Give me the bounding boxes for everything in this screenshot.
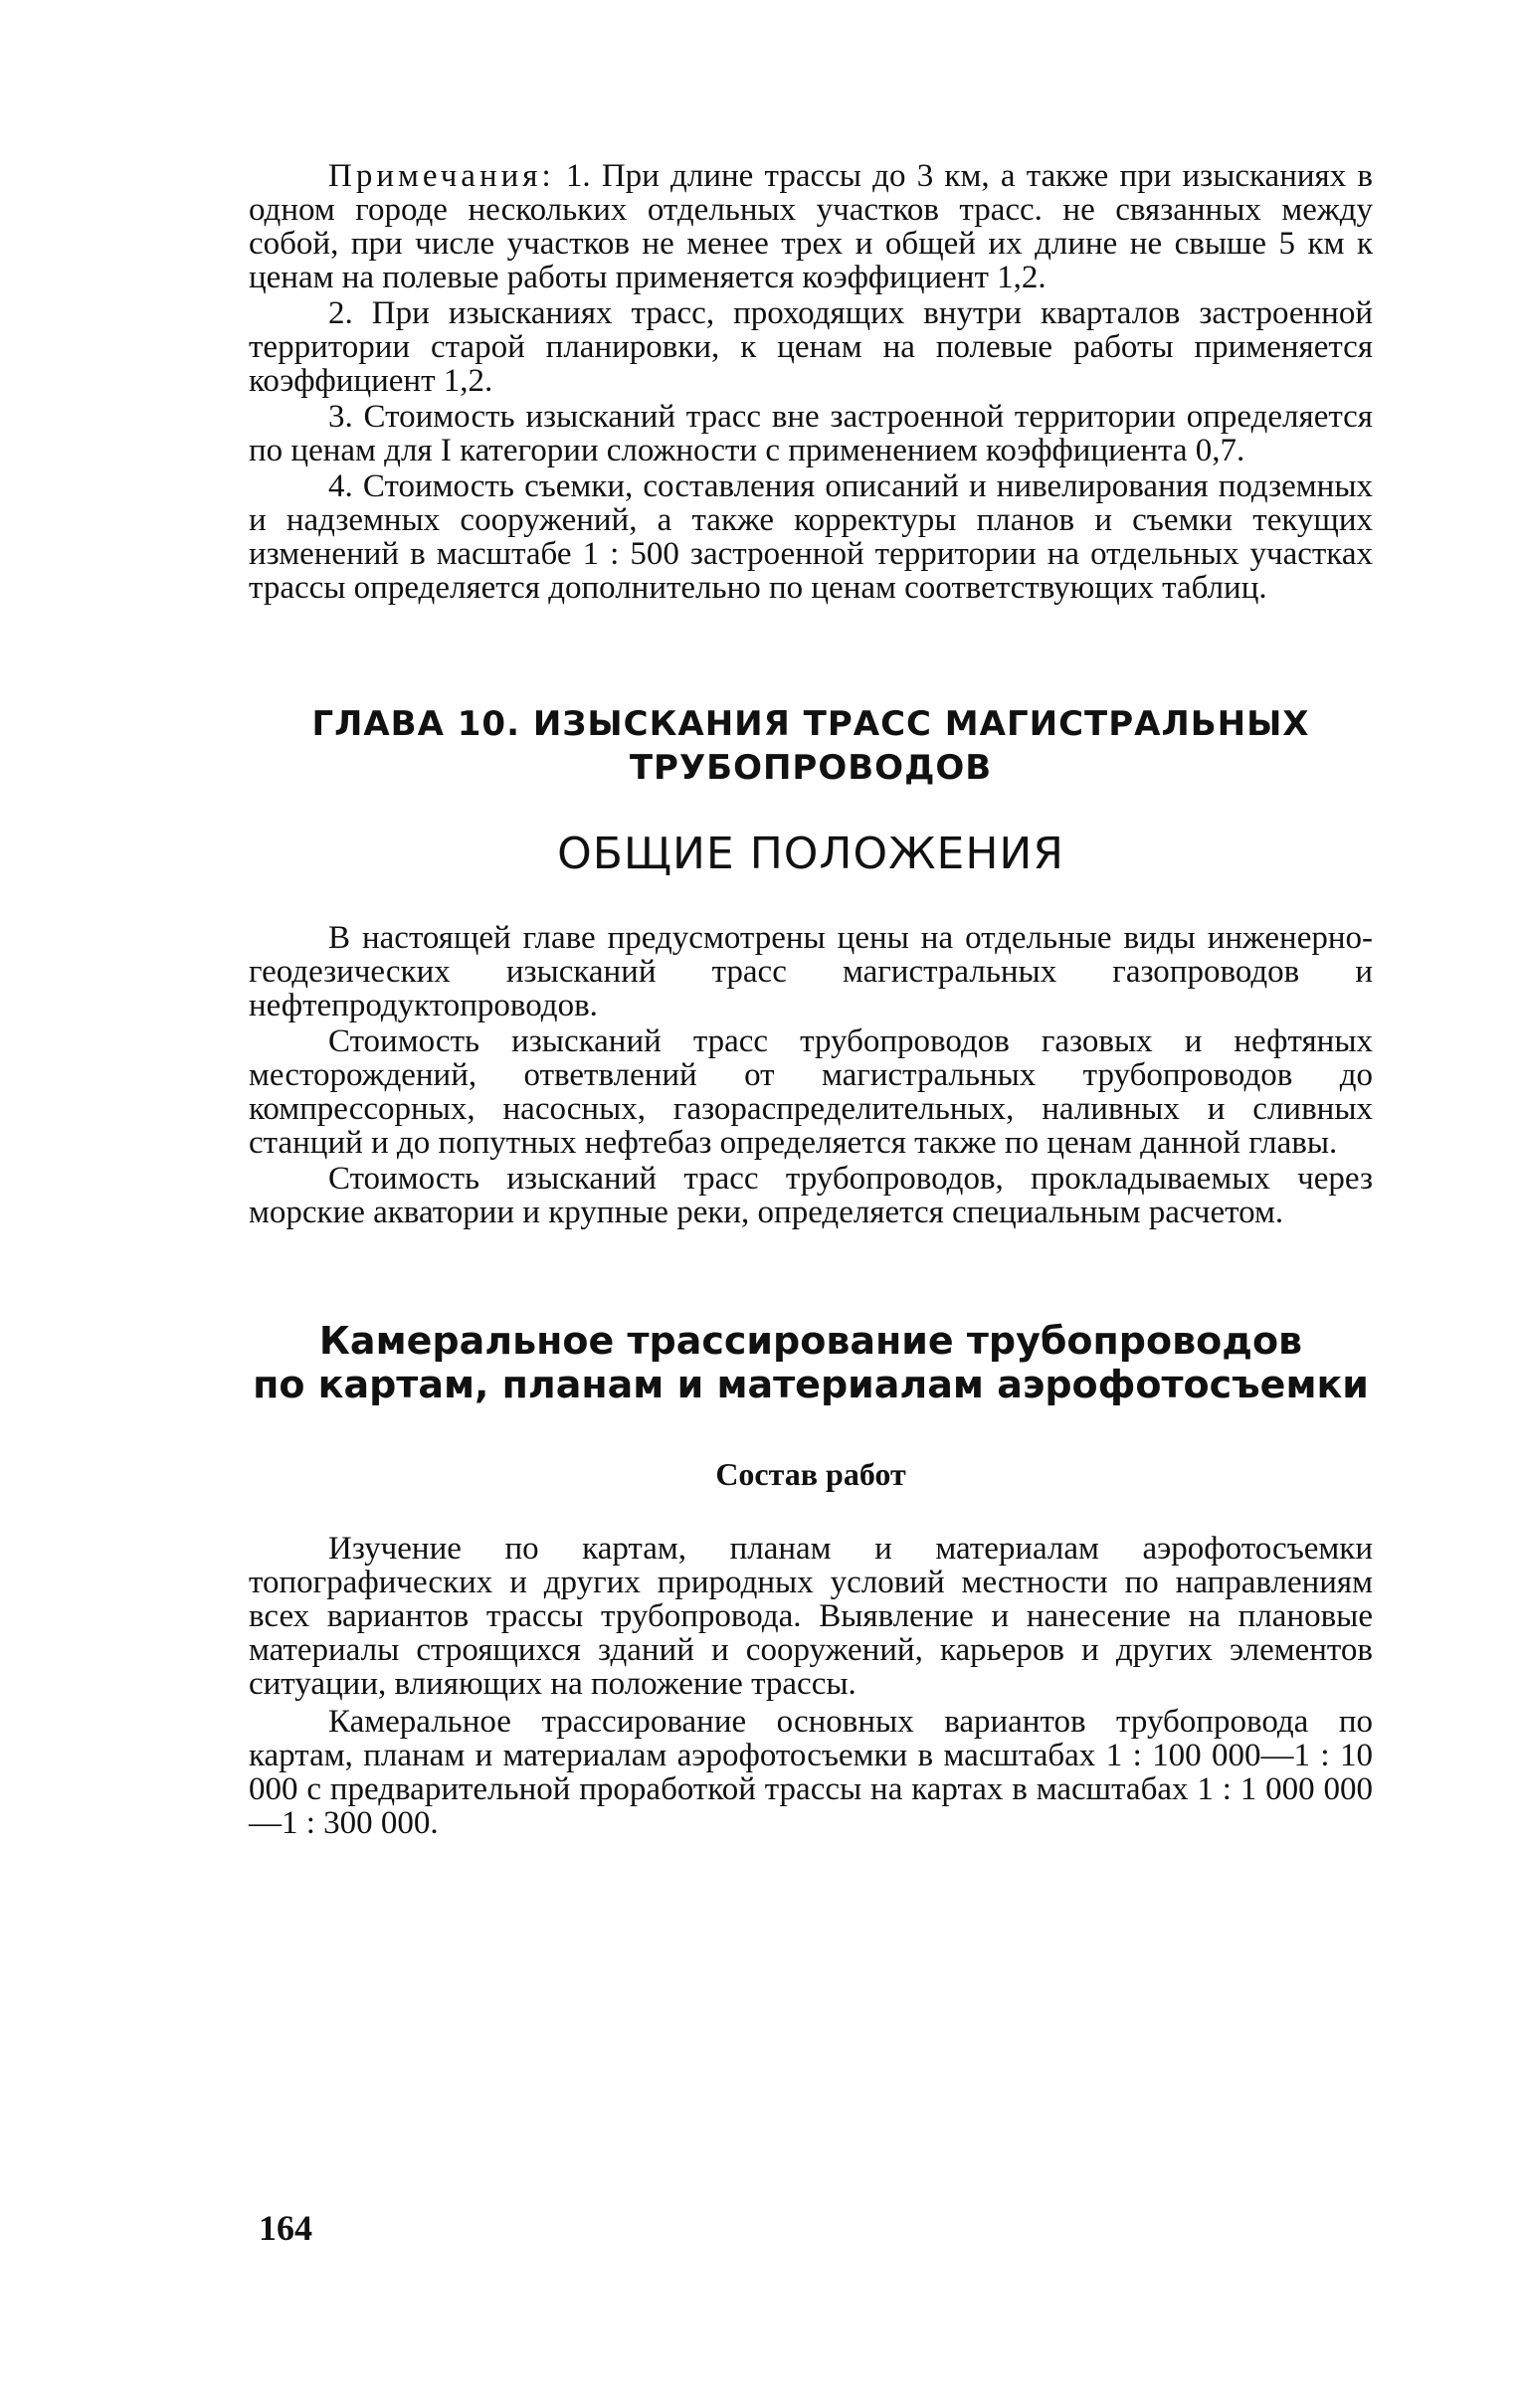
general-paragraph-3: Стоимость изысканий трасс трубопроводов, прокладываемых через морские акватории и крупные реки, определяется специальным расчетом. — [249, 1161, 1373, 1230]
note-4: 4. Стоимость съемки, составления описаний и нивелирования подземных и надземных сооружений, а также корректуры планов и съемки текущих изменений в масштабе 1 : 500 застроенной территории на отдельных участках трассы определяется дополнительно по ценам соответствующих таблиц. — [249, 468, 1373, 606]
notes-label: Примечания: — [328, 158, 555, 194]
chapter-heading-line-2: ТРУБОПРОВОДОВ — [629, 748, 993, 788]
general-paragraph-1: В настоящей главе предусмотрены цены на отдельные виды инженерно-геодезических изысканий трасс магистральных газопроводов и нефтепродуктопроводов. — [249, 920, 1373, 1023]
chapter-heading-line-1: ГЛАВА 10. ИЗЫСКАНИЯ ТРАСС МАГИСТРАЛЬНЫХ — [311, 704, 1310, 744]
works-paragraph-1: Изучение по картам, планам и материалам аэрофотосъемки топографических и других природных условий местности по направлениям всех вариантов трассы трубопровода. Выявление и нанесение на плановые материалы строящихся зданий и сооружений, карьеров и других элементов ситуации, влияющих на положение трассы. — [249, 1531, 1373, 1702]
works-composition-text — [249, 1532, 1373, 1840]
section-heading-line-2: по картам, планам и материалам аэрофотосъемки — [253, 1363, 1369, 1406]
note-2: 2. При изысканиях трасс, проходящих внутри кварталов застроенной территории старой планировки, к ценам на полевые работы применяется коэффициент 1,2. — [249, 295, 1373, 399]
chapter-heading — [249, 702, 1373, 790]
page-content — [249, 159, 1373, 1840]
note-3: 3. Стоимость изысканий трасс вне застроенной территории определяется по ценам для I категории сложности с применением коэффициента 0,7. — [249, 399, 1373, 468]
notes-block — [249, 159, 1373, 605]
works-composition-heading: Состав работ — [715, 1456, 906, 1492]
note-1 — [249, 159, 1373, 294]
note-1-text: 1. При длине трассы до 3 км, а также при изысканиях в одном городе нескольких отдельных участков трасс. не связанных между собой, при числе участков не менее трех и общей их длине не свыше 5 км к ценам на полевые работы применяется коэффициент 1,2. — [249, 158, 1373, 295]
works-paragraph-2: Камеральное трассирование основных вариантов трубопровода по картам, планам и материалам аэрофотосъемки в масштабах 1 : 100 000—1 : 10 000 с предварительной проработкой трассы на картах в масштабах 1 : 1 000 000—1 : 300 000. — [249, 1704, 1373, 1841]
general-provisions-title: ОБЩИЕ ПОЛОЖЕНИЯ — [557, 829, 1064, 879]
section-heading-line-1: Камеральное трассирование трубопроводов — [318, 1319, 1303, 1363]
page-number: 164 — [259, 2208, 312, 2248]
general-provisions-text — [249, 921, 1373, 1229]
general-paragraph-2: Стоимость изысканий трасс трубопроводов газовых и нефтяных месторождений, ответвлений от магистральных трубопроводов до компрессорных, насосных, газораспределительных, наливных и сливных станций и до попутных нефтебаз определяется также по ценам данной главы. — [249, 1023, 1373, 1161]
section-heading — [249, 1319, 1373, 1406]
